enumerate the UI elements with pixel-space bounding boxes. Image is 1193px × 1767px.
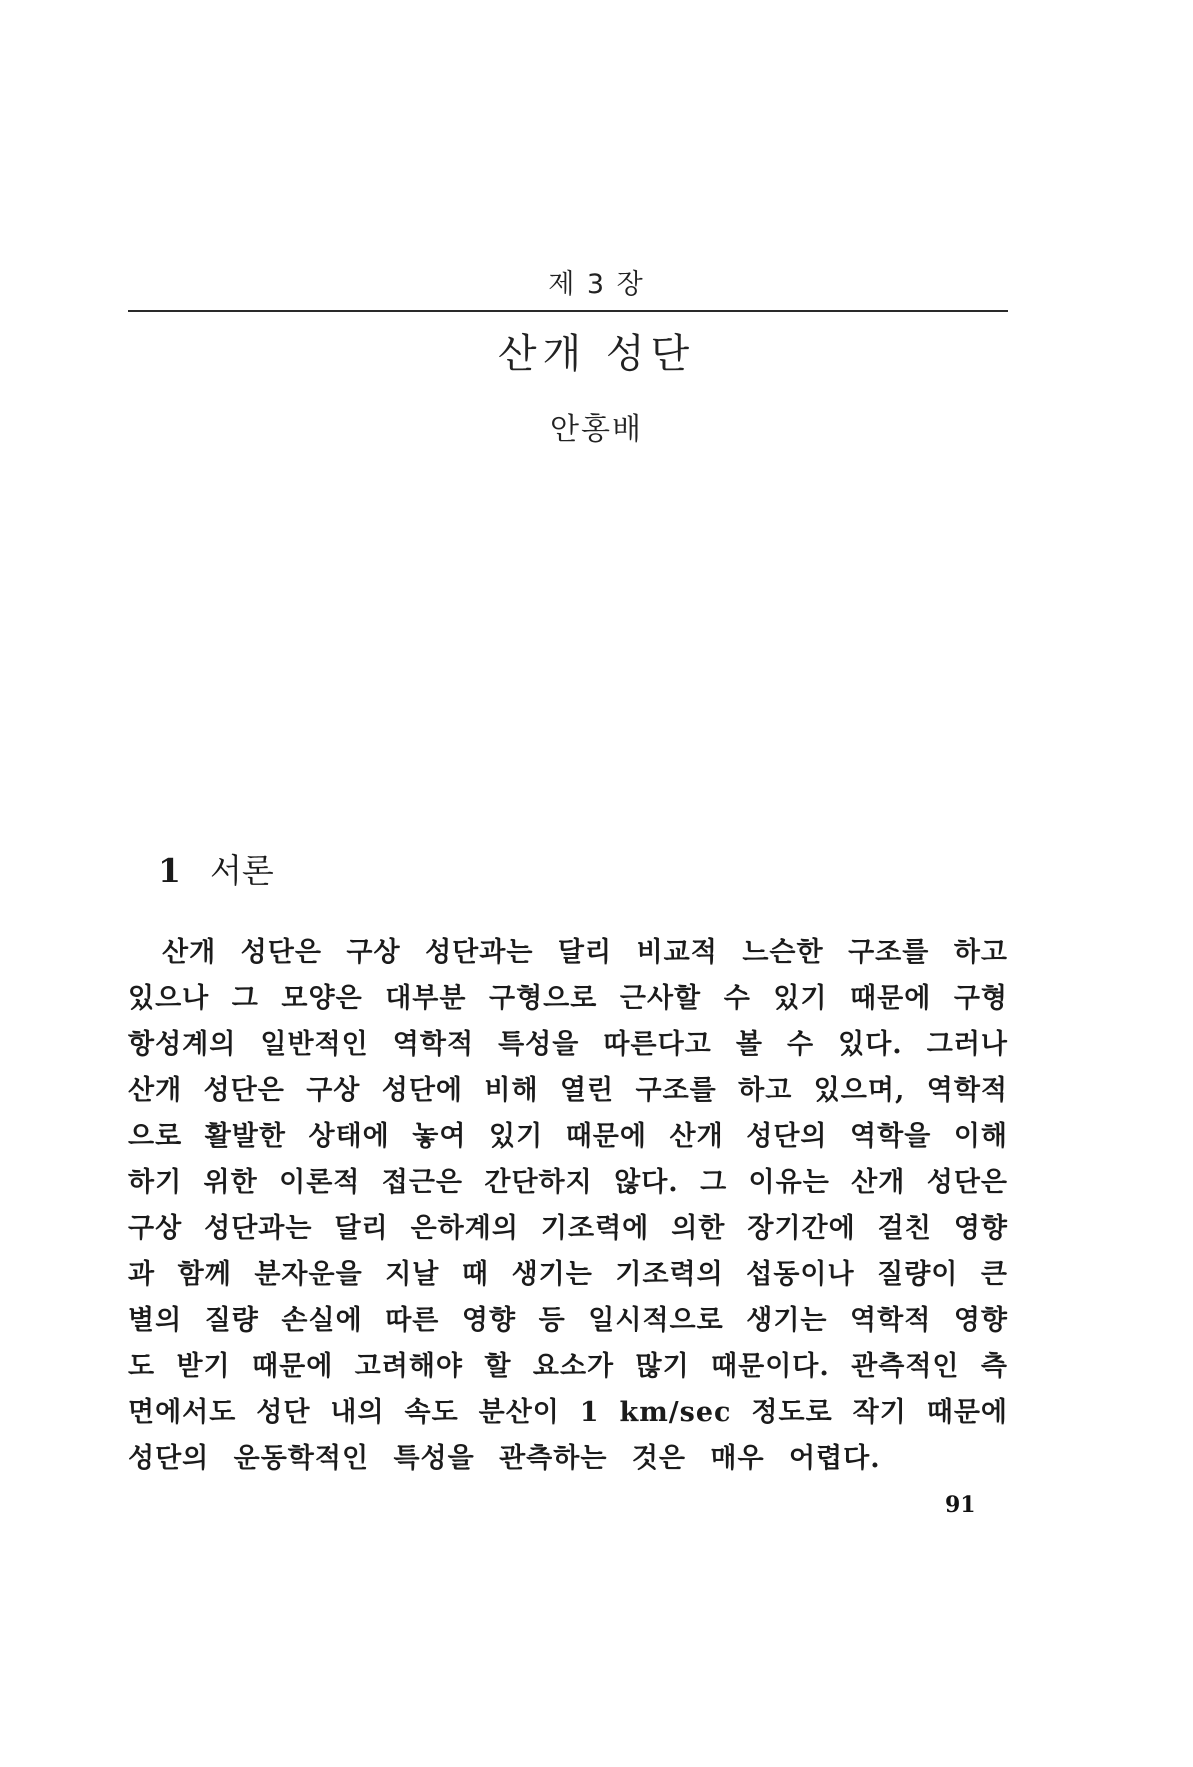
body-line: 면에서도 성단 내의 속도 분산이 1 km/sec 정도로 작기 때문에 bbox=[128, 1397, 1008, 1428]
body-line: 하기 위한 이론적 접근은 간단하지 않다. 그 이유는 산개 성단은 bbox=[128, 1167, 1008, 1198]
body-line: 산개 성단은 구상 성단에 비해 열린 구조를 하고 있으며, 역학적 bbox=[128, 1075, 1008, 1106]
body-line: 성단의 운동학적인 특성을 관측하는 것은 매우 어렵다. bbox=[128, 1443, 881, 1474]
author-name: 안홍배 bbox=[550, 412, 643, 447]
body-line: 별의 질량 손실에 따른 영향 등 일시적으로 생기는 역학적 영향 bbox=[128, 1305, 1008, 1336]
chapter-label: 제 3 장 bbox=[548, 269, 645, 300]
body-line: 구상 성단과는 달리 은하계의 기조력에 의한 장기간에 걸친 영향 bbox=[128, 1213, 1008, 1244]
page-number: 91 bbox=[945, 1492, 976, 1518]
body-line: 과 함께 분자운을 지날 때 생기는 기조력의 섭동이나 질량이 큰 bbox=[128, 1259, 1008, 1290]
chapter-title: 산개 성단 bbox=[497, 331, 696, 377]
body-line: 도 받기 때문에 고려해야 할 요소가 많기 때문이다. 관측적인 측 bbox=[128, 1351, 1008, 1382]
body-line: 으로 활발한 상태에 놓여 있기 때문에 산개 성단의 역학을 이해 bbox=[128, 1121, 1008, 1152]
section-heading bbox=[158, 845, 274, 892]
chapter-divider bbox=[128, 310, 1008, 312]
body-line: 산개 성단은 구상 성단과는 달리 비교적 느슨한 구조를 하고 bbox=[162, 937, 1008, 968]
body-line: 있으나 그 모양은 대부분 구형으로 근사할 수 있기 때문에 구형 bbox=[128, 983, 1008, 1014]
body-paragraph bbox=[128, 930, 1008, 1482]
section-title: 서론 bbox=[210, 851, 274, 890]
body-line: 항성계의 일반적인 역학적 특성을 따른다고 볼 수 있다. 그러나 bbox=[128, 1029, 1008, 1060]
section-number: 1 bbox=[158, 851, 181, 890]
